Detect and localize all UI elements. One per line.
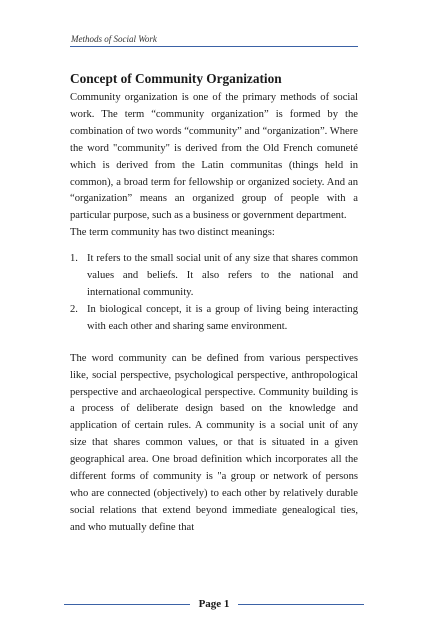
list-item-text: It refers to the small social unit of any size that shares common values and beliefs. It also refers to the national and international community.: [87, 253, 358, 298]
page-content: [70, 70, 358, 537]
footer-rule-left: [64, 604, 190, 605]
list-number: 2.: [70, 303, 78, 315]
meanings-intro: The term community has two distinct meanings:: [70, 227, 275, 239]
section-title: Concept of Community Organization: [70, 71, 282, 86]
list-item: [70, 302, 358, 336]
meanings-list: [70, 251, 358, 336]
header-divider: [70, 46, 358, 47]
footer-rule-right: [238, 604, 364, 605]
page-number: Page 1: [198, 598, 230, 610]
paragraph-spacer: [70, 336, 358, 351]
intro-paragraph: Community organization is one of the primary methods of social work. The term “community organization” is formed by the combination of two words “community” and “organization”. Where the word "community" is derived from the Old French comuneté which is derived from the Latin communitas (things held in common), a broad term for fellowship or organized society. And an “organization” means an organized group of people with a particular purpose, such as a business or government department.: [70, 92, 358, 222]
list-item-text: In biological concept, it is a group of living being interacting with each other and sharing same environment.: [87, 303, 358, 332]
list-number: 1.: [70, 253, 78, 265]
running-header: Methods of Social Work: [71, 34, 157, 44]
body-paragraph: The word community can be defined from various perspectives like, social perspective, psychological perspective, anthropological perspective and archaeological perspective. Community building is a process of deliberate design based on the knowledge and application of certain rules. A community is a social unit of any size that shares common values, or that is situated in a given geographical area. One broad definition which incorporates all the different forms of community is "a group or network of persons who are connected (objectively) to each other by relatively durable social relations that extend beyond immediate genealogical ties, and who mutually define that: [70, 352, 358, 533]
list-item: [70, 251, 358, 302]
page-footer: [64, 592, 364, 616]
